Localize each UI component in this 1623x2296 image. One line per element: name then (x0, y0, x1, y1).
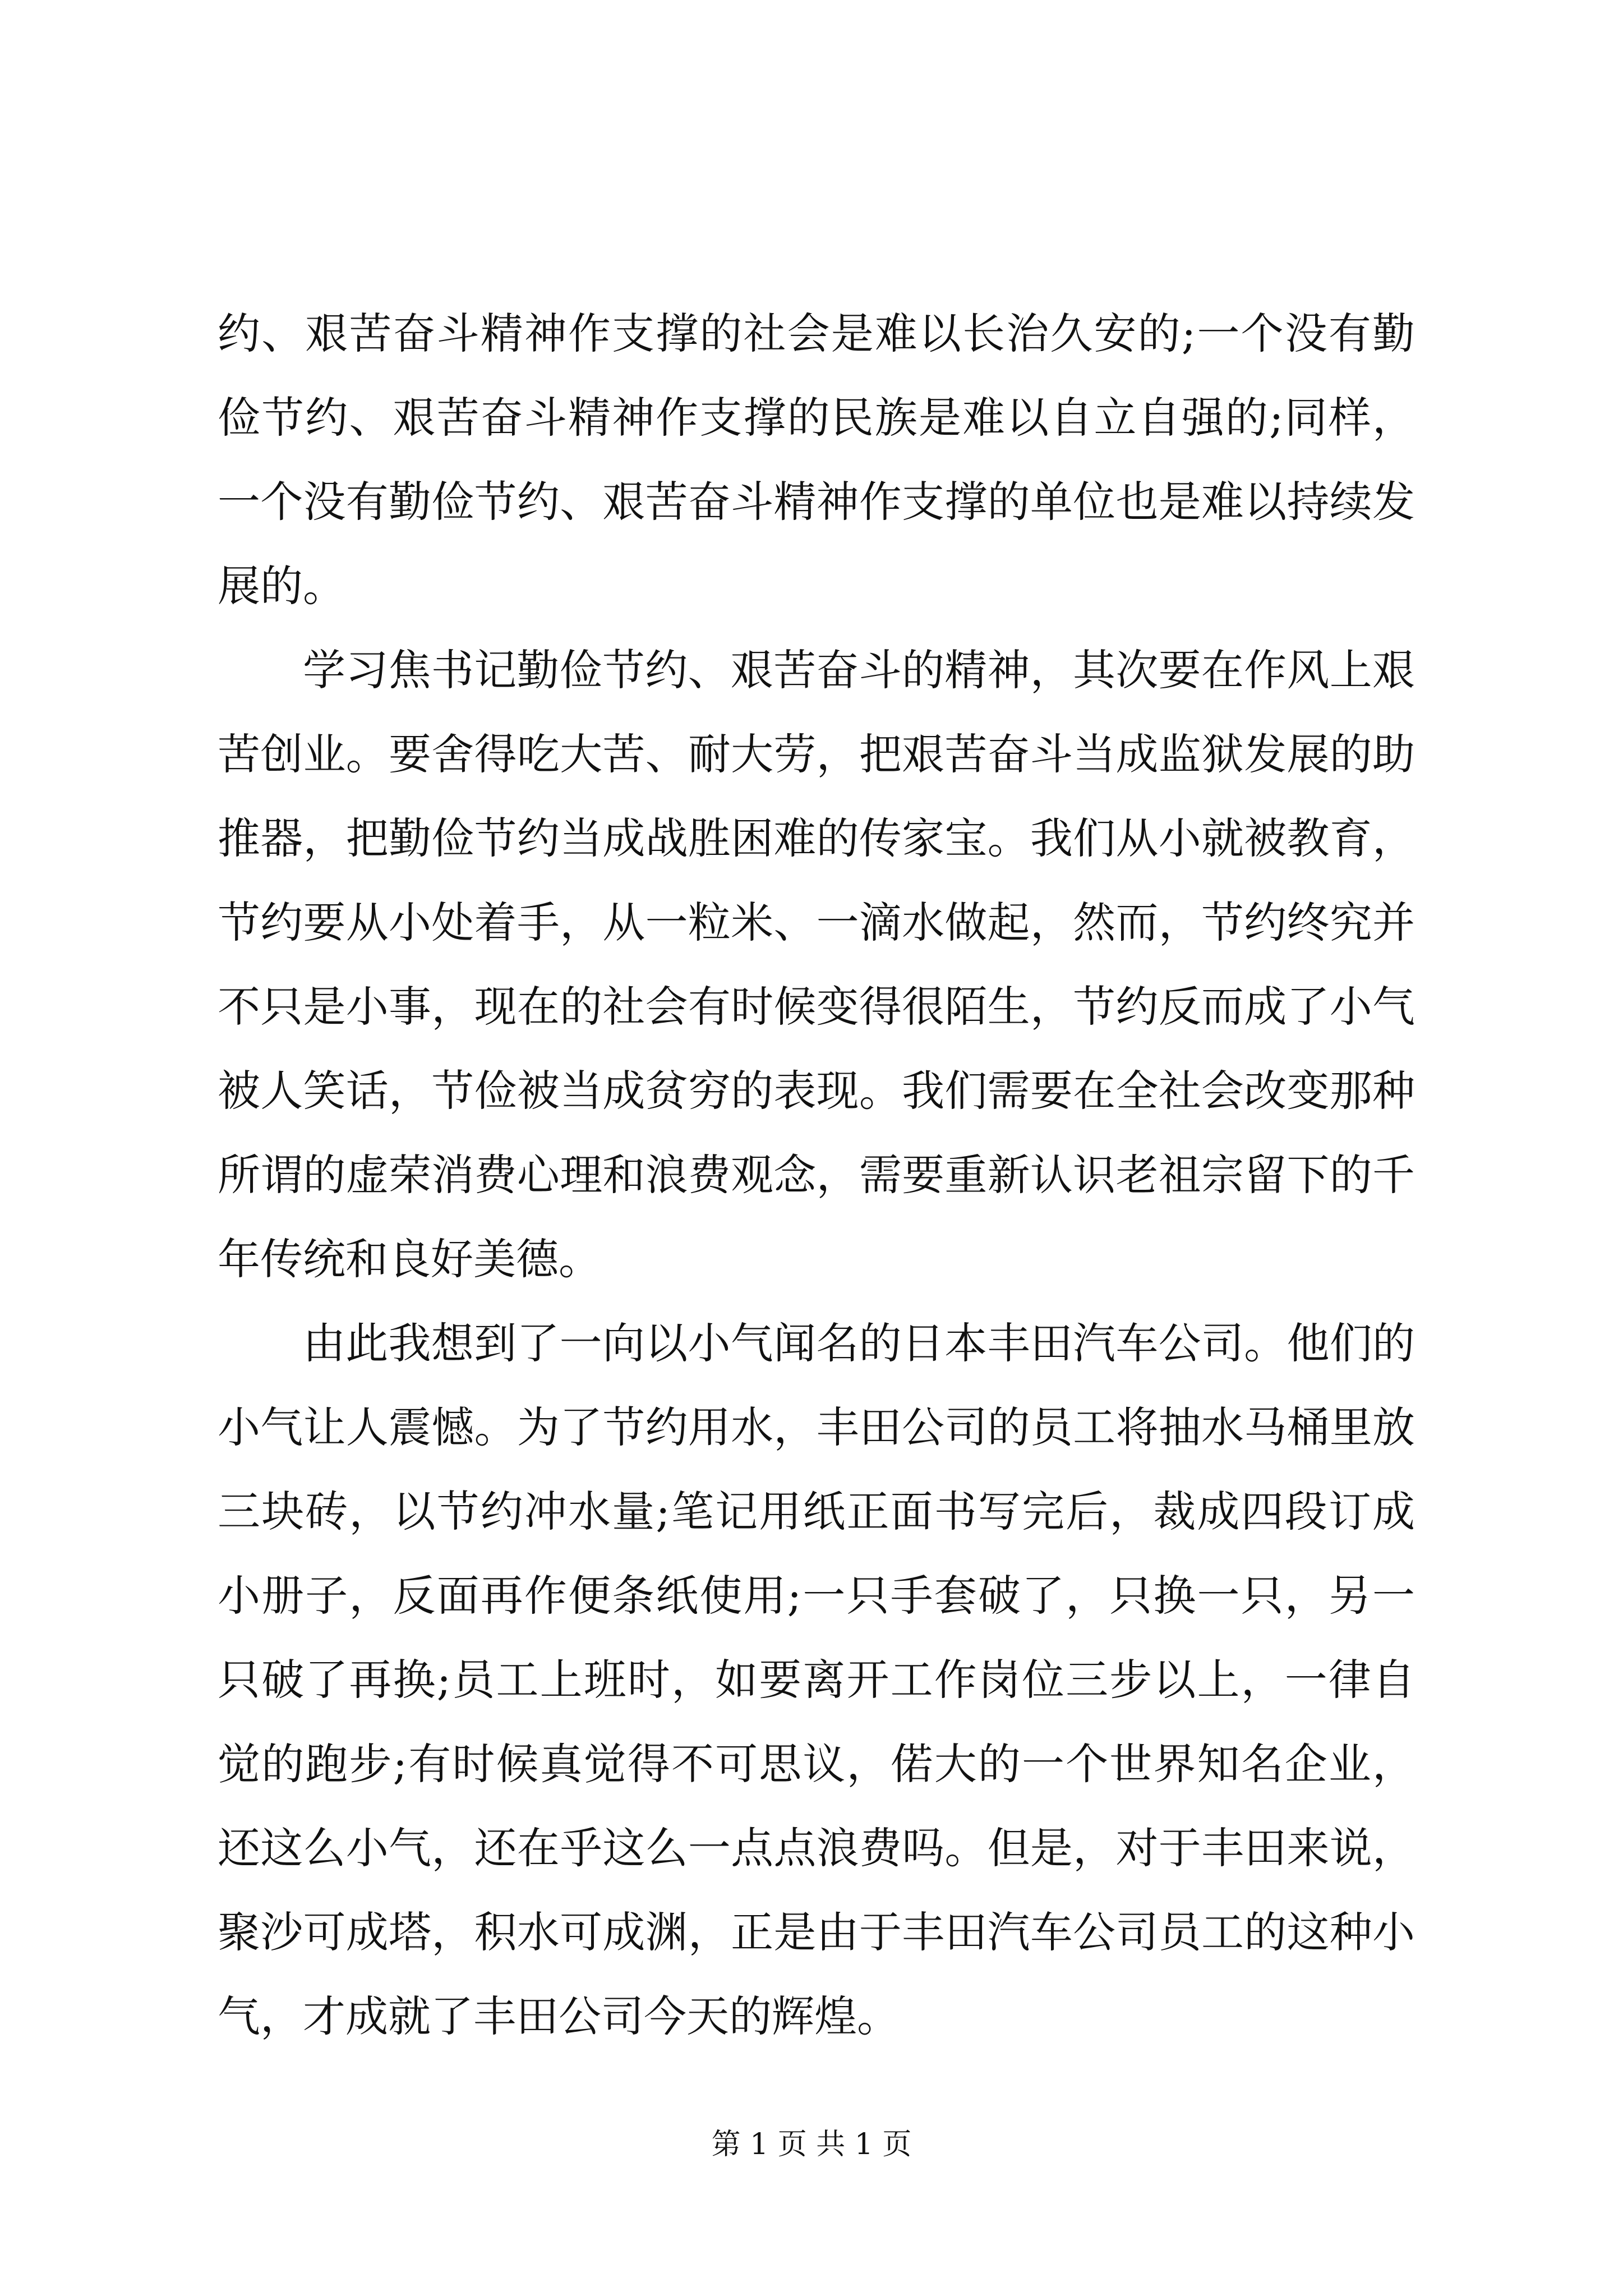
paragraph-1: 约、艰苦奋斗精神作支撑的社会是难以长治久安的;一个没有勤俭节约、艰苦奋斗精神作支撑的民族是难以自立自强的;同样，一个没有勤俭节约、艰苦奋斗精神作支撑的单位也是难以持续发展的。 (218, 309, 1415, 611)
document-body (218, 292, 1415, 2059)
paragraph-3: 由此我想到了一向以小气闻名的日本丰田汽车公司。他们的小气让人震憾。为了节约用水，丰田公司的员工将抽水马桶里放三块砖，以节约冲水量;笔记用纸正面书写完后，裁成四段订成小册子，反面再作便条纸使用;一只手套破了，只换一只，另一只破了再换;员工上班时，如要离开工作岗位三步以上，一律自觉的跑步;有时候真觉得不可思议，偌大的一个世界知名企业，还这么小气，还在乎这么一点点浪费吗。但是，对于丰田来说，聚沙可成塔，积水可成渊，正是由于丰田汽车公司员工的这种小气，才成就了丰田公司今天的辉煌。 (218, 1318, 1415, 2041)
paragraph-2: 学习焦书记勤俭节约、艰苦奋斗的精神，其次要在作风上艰苦创业。要舍得吃大苦、耐大劳，把艰苦奋斗当成监狱发展的助推器，把勤俭节约当成战胜困难的传家宝。我们从小就被教育，节约要从小处着手，从一粒米、一滴水做起，然而，节约终究并不只是小事，现在的社会有时候变得很陌生，节约反而成了小气被人笑话，节俭被当成贫穷的表现。我们需要在全社会改变那种所谓的虚荣消费心理和浪费观念，需要重新认识老祖宗留下的千年传统和良好美德。 (218, 645, 1415, 1284)
page-footer: 第 1 页 共 1 页 (711, 2128, 912, 2161)
